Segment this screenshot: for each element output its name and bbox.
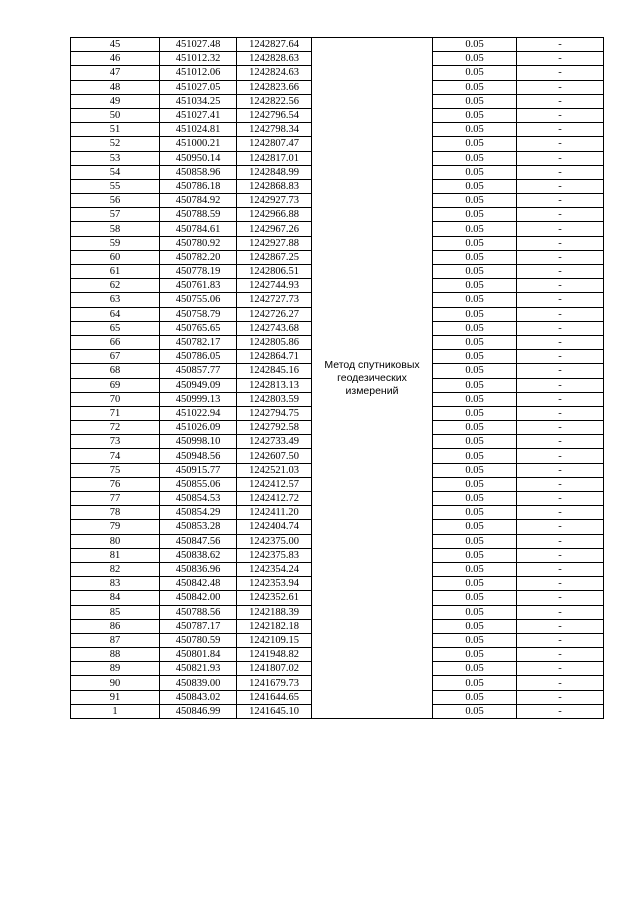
dash-cell: - — [517, 619, 604, 633]
dash-cell: - — [517, 449, 604, 463]
y-coordinate-cell: 1242848.99 — [237, 165, 312, 179]
precision-cell: 0.05 — [433, 591, 517, 605]
coordinates-table — [70, 37, 604, 719]
x-coordinate-cell: 450857.77 — [160, 364, 237, 378]
x-coordinate-cell: 451026.09 — [160, 421, 237, 435]
precision-cell: 0.05 — [433, 662, 517, 676]
precision-cell: 0.05 — [433, 520, 517, 534]
y-coordinate-cell: 1242798.34 — [237, 123, 312, 137]
dash-cell: - — [517, 676, 604, 690]
method-text-line: Метод спутниковых — [324, 358, 420, 371]
dash-cell: - — [517, 335, 604, 349]
x-coordinate-cell: 450787.17 — [160, 619, 237, 633]
x-coordinate-cell: 450780.59 — [160, 633, 237, 647]
precision-cell: 0.05 — [433, 208, 517, 222]
point-number-cell: 67 — [71, 350, 160, 364]
dash-cell: - — [517, 520, 604, 534]
dash-cell: - — [517, 690, 604, 704]
point-number-cell: 63 — [71, 293, 160, 307]
point-number-cell: 45 — [71, 38, 160, 52]
point-number-cell: 71 — [71, 406, 160, 420]
precision-cell: 0.05 — [433, 321, 517, 335]
precision-cell: 0.05 — [433, 378, 517, 392]
dash-cell: - — [517, 662, 604, 676]
dash-cell: - — [517, 194, 604, 208]
x-coordinate-cell: 450846.99 — [160, 704, 237, 718]
x-coordinate-cell: 450758.79 — [160, 307, 237, 321]
dash-cell: - — [517, 151, 604, 165]
precision-cell: 0.05 — [433, 236, 517, 250]
y-coordinate-cell: 1242845.16 — [237, 364, 312, 378]
dash-cell: - — [517, 364, 604, 378]
point-number-cell: 76 — [71, 477, 160, 491]
dash-cell: - — [517, 279, 604, 293]
x-coordinate-cell: 450855.06 — [160, 477, 237, 491]
y-coordinate-cell: 1242375.00 — [237, 534, 312, 548]
precision-cell: 0.05 — [433, 492, 517, 506]
point-number-cell: 68 — [71, 364, 160, 378]
y-coordinate-cell: 1241645.10 — [237, 704, 312, 718]
precision-cell: 0.05 — [433, 151, 517, 165]
y-coordinate-cell: 1242822.56 — [237, 94, 312, 108]
dash-cell: - — [517, 94, 604, 108]
x-coordinate-cell: 450853.28 — [160, 520, 237, 534]
dash-cell: - — [517, 463, 604, 477]
y-coordinate-cell: 1242794.75 — [237, 406, 312, 420]
precision-cell: 0.05 — [433, 648, 517, 662]
x-coordinate-cell: 450782.20 — [160, 250, 237, 264]
x-coordinate-cell: 451034.25 — [160, 94, 237, 108]
precision-cell: 0.05 — [433, 137, 517, 151]
y-coordinate-cell: 1242927.88 — [237, 236, 312, 250]
precision-cell: 0.05 — [433, 194, 517, 208]
table-row — [71, 38, 604, 52]
x-coordinate-cell: 450761.83 — [160, 279, 237, 293]
dash-cell: - — [517, 492, 604, 506]
precision-cell: 0.05 — [433, 676, 517, 690]
x-coordinate-cell: 450780.92 — [160, 236, 237, 250]
dash-cell: - — [517, 350, 604, 364]
point-number-cell: 74 — [71, 449, 160, 463]
point-number-cell: 77 — [71, 492, 160, 506]
point-number-cell: 62 — [71, 279, 160, 293]
method-text-line: геодезических — [337, 371, 407, 384]
precision-cell: 0.05 — [433, 605, 517, 619]
y-coordinate-cell: 1242726.27 — [237, 307, 312, 321]
x-coordinate-cell: 450854.53 — [160, 492, 237, 506]
x-coordinate-cell: 450839.00 — [160, 676, 237, 690]
y-coordinate-cell: 1242733.49 — [237, 435, 312, 449]
x-coordinate-cell: 451012.06 — [160, 66, 237, 80]
y-coordinate-cell: 1242868.83 — [237, 179, 312, 193]
point-number-cell: 70 — [71, 392, 160, 406]
dash-cell: - — [517, 548, 604, 562]
point-number-cell: 52 — [71, 137, 160, 151]
point-number-cell: 49 — [71, 94, 160, 108]
point-number-cell: 84 — [71, 591, 160, 605]
precision-cell: 0.05 — [433, 633, 517, 647]
dash-cell: - — [517, 123, 604, 137]
precision-cell: 0.05 — [433, 350, 517, 364]
y-coordinate-cell: 1242188.39 — [237, 605, 312, 619]
x-coordinate-cell: 451012.32 — [160, 52, 237, 66]
dash-cell: - — [517, 236, 604, 250]
point-number-cell: 50 — [71, 108, 160, 122]
point-number-cell: 87 — [71, 633, 160, 647]
precision-cell: 0.05 — [433, 108, 517, 122]
y-coordinate-cell: 1241807.02 — [237, 662, 312, 676]
x-coordinate-cell: 451027.05 — [160, 80, 237, 94]
precision-cell: 0.05 — [433, 506, 517, 520]
precision-cell: 0.05 — [433, 704, 517, 718]
precision-cell: 0.05 — [433, 279, 517, 293]
x-coordinate-cell: 450842.48 — [160, 577, 237, 591]
precision-cell: 0.05 — [433, 463, 517, 477]
x-coordinate-cell: 450842.00 — [160, 591, 237, 605]
y-coordinate-cell: 1241948.82 — [237, 648, 312, 662]
precision-cell: 0.05 — [433, 392, 517, 406]
y-coordinate-cell: 1242805.86 — [237, 335, 312, 349]
y-coordinate-cell: 1242817.01 — [237, 151, 312, 165]
precision-cell: 0.05 — [433, 548, 517, 562]
y-coordinate-cell: 1242796.54 — [237, 108, 312, 122]
precision-cell: 0.05 — [433, 66, 517, 80]
dash-cell: - — [517, 321, 604, 335]
x-coordinate-cell: 450838.62 — [160, 548, 237, 562]
point-number-cell: 81 — [71, 548, 160, 562]
dash-cell: - — [517, 506, 604, 520]
dash-cell: - — [517, 591, 604, 605]
dash-cell: - — [517, 38, 604, 52]
precision-cell: 0.05 — [433, 577, 517, 591]
precision-cell: 0.05 — [433, 179, 517, 193]
x-coordinate-cell: 451000.21 — [160, 137, 237, 151]
dash-cell: - — [517, 66, 604, 80]
precision-cell: 0.05 — [433, 690, 517, 704]
precision-cell: 0.05 — [433, 449, 517, 463]
precision-cell: 0.05 — [433, 265, 517, 279]
point-number-cell: 85 — [71, 605, 160, 619]
x-coordinate-cell: 450755.06 — [160, 293, 237, 307]
point-number-cell: 48 — [71, 80, 160, 94]
dash-cell: - — [517, 179, 604, 193]
x-coordinate-cell: 450948.56 — [160, 449, 237, 463]
y-coordinate-cell: 1242412.72 — [237, 492, 312, 506]
method-text-line: измерений — [345, 384, 399, 397]
precision-cell: 0.05 — [433, 406, 517, 420]
y-coordinate-cell: 1242813.13 — [237, 378, 312, 392]
point-number-cell: 54 — [71, 165, 160, 179]
point-number-cell: 88 — [71, 648, 160, 662]
point-number-cell: 60 — [71, 250, 160, 264]
precision-cell: 0.05 — [433, 123, 517, 137]
y-coordinate-cell: 1242966.88 — [237, 208, 312, 222]
point-number-cell: 55 — [71, 179, 160, 193]
dash-cell: - — [517, 165, 604, 179]
point-number-cell: 64 — [71, 307, 160, 321]
precision-cell: 0.05 — [433, 94, 517, 108]
dash-cell: - — [517, 80, 604, 94]
x-coordinate-cell: 450784.92 — [160, 194, 237, 208]
precision-cell: 0.05 — [433, 364, 517, 378]
precision-cell: 0.05 — [433, 307, 517, 321]
point-number-cell: 86 — [71, 619, 160, 633]
point-number-cell: 66 — [71, 335, 160, 349]
precision-cell: 0.05 — [433, 619, 517, 633]
point-number-cell: 57 — [71, 208, 160, 222]
dash-cell: - — [517, 435, 604, 449]
precision-cell: 0.05 — [433, 222, 517, 236]
point-number-cell: 47 — [71, 66, 160, 80]
dash-cell: - — [517, 704, 604, 718]
precision-cell: 0.05 — [433, 477, 517, 491]
x-coordinate-cell: 450998.10 — [160, 435, 237, 449]
point-number-cell: 65 — [71, 321, 160, 335]
point-number-cell: 79 — [71, 520, 160, 534]
precision-cell: 0.05 — [433, 38, 517, 52]
y-coordinate-cell: 1242823.66 — [237, 80, 312, 94]
point-number-cell: 73 — [71, 435, 160, 449]
y-coordinate-cell: 1242404.74 — [237, 520, 312, 534]
dash-cell: - — [517, 208, 604, 222]
x-coordinate-cell: 450765.65 — [160, 321, 237, 335]
y-coordinate-cell: 1242354.24 — [237, 562, 312, 576]
x-coordinate-cell: 450788.56 — [160, 605, 237, 619]
point-number-cell: 58 — [71, 222, 160, 236]
x-coordinate-cell: 450915.77 — [160, 463, 237, 477]
point-number-cell: 82 — [71, 562, 160, 576]
dash-cell: - — [517, 633, 604, 647]
point-number-cell: 83 — [71, 577, 160, 591]
x-coordinate-cell: 450786.18 — [160, 179, 237, 193]
x-coordinate-cell: 451022.94 — [160, 406, 237, 420]
precision-cell: 0.05 — [433, 435, 517, 449]
x-coordinate-cell: 450778.19 — [160, 265, 237, 279]
method-cell — [312, 38, 433, 719]
x-coordinate-cell: 450949.09 — [160, 378, 237, 392]
y-coordinate-cell: 1242744.93 — [237, 279, 312, 293]
point-number-cell: 1 — [71, 704, 160, 718]
coordinates-table-body — [71, 38, 604, 719]
y-coordinate-cell: 1242109.15 — [237, 633, 312, 647]
y-coordinate-cell: 1242806.51 — [237, 265, 312, 279]
precision-cell: 0.05 — [433, 562, 517, 576]
y-coordinate-cell: 1242521.03 — [237, 463, 312, 477]
y-coordinate-cell: 1242412.57 — [237, 477, 312, 491]
point-number-cell: 90 — [71, 676, 160, 690]
point-number-cell: 78 — [71, 506, 160, 520]
y-coordinate-cell: 1242353.94 — [237, 577, 312, 591]
x-coordinate-cell: 450821.93 — [160, 662, 237, 676]
point-number-cell: 61 — [71, 265, 160, 279]
dash-cell: - — [517, 477, 604, 491]
point-number-cell: 56 — [71, 194, 160, 208]
x-coordinate-cell: 450847.56 — [160, 534, 237, 548]
x-coordinate-cell: 450782.17 — [160, 335, 237, 349]
y-coordinate-cell: 1242824.63 — [237, 66, 312, 80]
x-coordinate-cell: 450854.29 — [160, 506, 237, 520]
dash-cell: - — [517, 605, 604, 619]
y-coordinate-cell: 1242828.63 — [237, 52, 312, 66]
x-coordinate-cell: 451027.41 — [160, 108, 237, 122]
point-number-cell: 89 — [71, 662, 160, 676]
x-coordinate-cell: 450784.61 — [160, 222, 237, 236]
y-coordinate-cell: 1242927.73 — [237, 194, 312, 208]
dash-cell: - — [517, 421, 604, 435]
dash-cell: - — [517, 108, 604, 122]
dash-cell: - — [517, 534, 604, 548]
x-coordinate-cell: 450801.84 — [160, 648, 237, 662]
point-number-cell: 51 — [71, 123, 160, 137]
x-coordinate-cell: 450858.96 — [160, 165, 237, 179]
y-coordinate-cell: 1242352.61 — [237, 591, 312, 605]
y-coordinate-cell: 1241644.65 — [237, 690, 312, 704]
point-number-cell: 69 — [71, 378, 160, 392]
y-coordinate-cell: 1242807.47 — [237, 137, 312, 151]
dash-cell: - — [517, 562, 604, 576]
point-number-cell: 72 — [71, 421, 160, 435]
x-coordinate-cell: 451024.81 — [160, 123, 237, 137]
y-coordinate-cell: 1242727.73 — [237, 293, 312, 307]
dash-cell: - — [517, 392, 604, 406]
y-coordinate-cell: 1242607.50 — [237, 449, 312, 463]
y-coordinate-cell: 1242182.18 — [237, 619, 312, 633]
y-coordinate-cell: 1242864.71 — [237, 350, 312, 364]
point-number-cell: 46 — [71, 52, 160, 66]
dash-cell: - — [517, 307, 604, 321]
precision-cell: 0.05 — [433, 80, 517, 94]
dash-cell: - — [517, 52, 604, 66]
x-coordinate-cell: 450836.96 — [160, 562, 237, 576]
y-coordinate-cell: 1242967.26 — [237, 222, 312, 236]
x-coordinate-cell: 450999.13 — [160, 392, 237, 406]
dash-cell: - — [517, 378, 604, 392]
x-coordinate-cell: 450786.05 — [160, 350, 237, 364]
y-coordinate-cell: 1242743.68 — [237, 321, 312, 335]
x-coordinate-cell: 450950.14 — [160, 151, 237, 165]
precision-cell: 0.05 — [433, 165, 517, 179]
y-coordinate-cell: 1242411.20 — [237, 506, 312, 520]
point-number-cell: 59 — [71, 236, 160, 250]
point-number-cell: 91 — [71, 690, 160, 704]
precision-cell: 0.05 — [433, 52, 517, 66]
dash-cell: - — [517, 406, 604, 420]
dash-cell: - — [517, 648, 604, 662]
y-coordinate-cell: 1242867.25 — [237, 250, 312, 264]
dash-cell: - — [517, 293, 604, 307]
dash-cell: - — [517, 265, 604, 279]
precision-cell: 0.05 — [433, 293, 517, 307]
precision-cell: 0.05 — [433, 335, 517, 349]
dash-cell: - — [517, 222, 604, 236]
x-coordinate-cell: 450788.59 — [160, 208, 237, 222]
y-coordinate-cell: 1241679.73 — [237, 676, 312, 690]
y-coordinate-cell: 1242792.58 — [237, 421, 312, 435]
y-coordinate-cell: 1242375.83 — [237, 548, 312, 562]
point-number-cell: 75 — [71, 463, 160, 477]
dash-cell: - — [517, 577, 604, 591]
y-coordinate-cell: 1242827.64 — [237, 38, 312, 52]
dash-cell: - — [517, 250, 604, 264]
dash-cell: - — [517, 137, 604, 151]
precision-cell: 0.05 — [433, 421, 517, 435]
point-number-cell: 53 — [71, 151, 160, 165]
x-coordinate-cell: 451027.48 — [160, 38, 237, 52]
precision-cell: 0.05 — [433, 250, 517, 264]
y-coordinate-cell: 1242803.59 — [237, 392, 312, 406]
point-number-cell: 80 — [71, 534, 160, 548]
x-coordinate-cell: 450843.02 — [160, 690, 237, 704]
precision-cell: 0.05 — [433, 534, 517, 548]
